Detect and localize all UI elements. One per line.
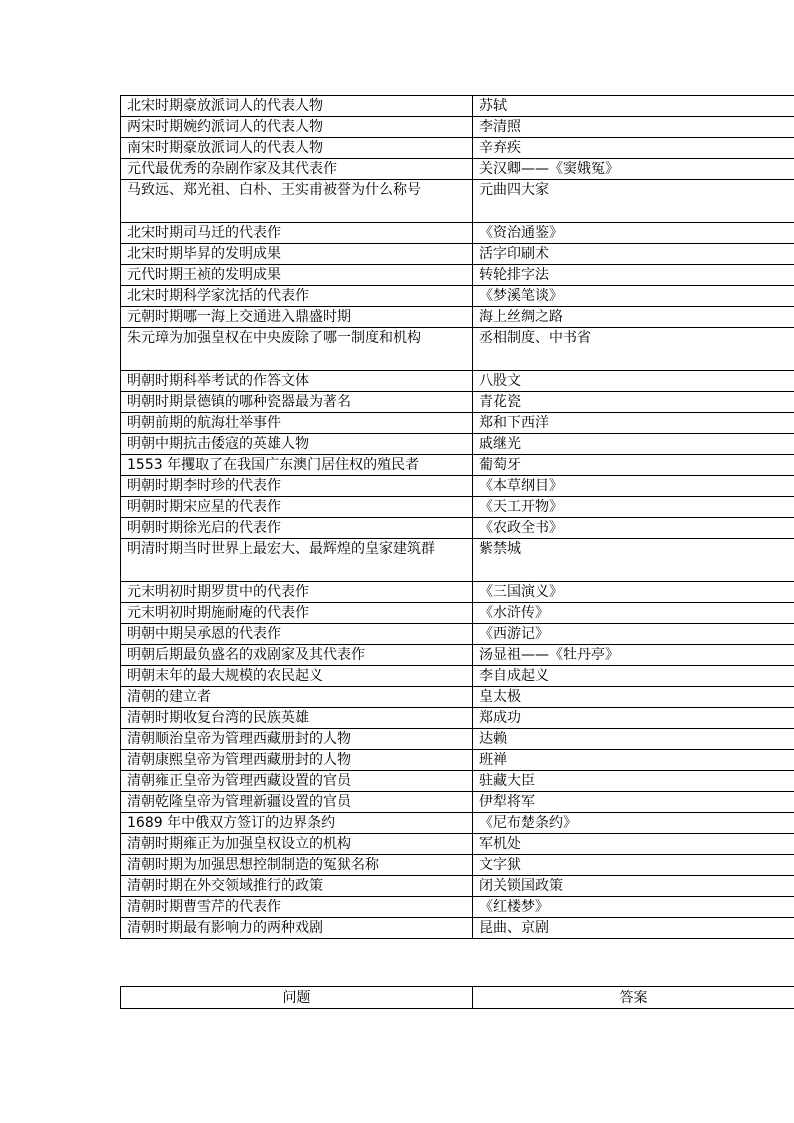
table-row (121, 666, 794, 687)
answer-cell: 紫禁城 (473, 539, 794, 582)
answer-cell: 皇太极 (473, 687, 794, 708)
answer-cell: 汤显祖——《牡丹亭》 (473, 645, 794, 666)
answer-cell: 达赖 (473, 729, 794, 750)
answer-cell: 驻藏大臣 (473, 771, 794, 792)
qa-header-table (120, 986, 794, 1009)
table-row (121, 159, 794, 180)
table-row (121, 138, 794, 159)
question-cell: 明朝时期徐光启的代表作 (121, 518, 473, 539)
table-row (121, 455, 794, 476)
table-row (121, 582, 794, 603)
table-row (121, 855, 794, 876)
answer-cell: 闭关锁国政策 (473, 876, 794, 897)
table-row (121, 307, 794, 328)
question-column-header: 问题 (121, 987, 473, 1009)
table-row (121, 518, 794, 539)
table-row (121, 645, 794, 666)
question-cell: 北宋时期毕昇的发明成果 (121, 244, 473, 265)
question-cell: 南宋时期豪放派词人的代表人物 (121, 138, 473, 159)
table-row (121, 834, 794, 855)
answer-cell: 《资治通鉴》 (473, 223, 794, 244)
table-row (121, 371, 794, 392)
question-cell: 1553 年攫取了在我国广东澳门居住权的殖民者 (121, 455, 473, 476)
question-cell: 清朝时期曹雪芹的代表作 (121, 897, 473, 918)
question-cell: 元朝时期哪一海上交通进入鼎盛时期 (121, 307, 473, 328)
answer-cell: 《三国演义》 (473, 582, 794, 603)
question-cell: 清朝顺治皇帝为管理西藏册封的人物 (121, 729, 473, 750)
question-cell: 清朝时期收复台湾的民族英雄 (121, 708, 473, 729)
answer-cell: 《红楼梦》 (473, 897, 794, 918)
table-row (121, 476, 794, 497)
table-row (121, 244, 794, 265)
table-row (121, 918, 794, 939)
question-cell: 明清时期当时世界上最宏大、最辉煌的皇家建筑群 (121, 539, 473, 582)
question-cell: 元末明初时期施耐庵的代表作 (121, 603, 473, 624)
table-row (121, 328, 794, 371)
answer-cell: 《本草纲目》 (473, 476, 794, 497)
question-cell: 明朝前期的航海壮举事件 (121, 413, 473, 434)
table-row (121, 603, 794, 624)
answer-cell: 伊犁将军 (473, 792, 794, 813)
table-row (121, 265, 794, 286)
answer-cell: 海上丝绸之路 (473, 307, 794, 328)
answer-cell: 戚继光 (473, 434, 794, 455)
question-cell: 北宋时期司马迁的代表作 (121, 223, 473, 244)
answer-cell: 《天工开物》 (473, 497, 794, 518)
answer-cell: 《农政全书》 (473, 518, 794, 539)
question-cell: 元代最优秀的杂剧作家及其代表作 (121, 159, 473, 180)
table-row (121, 771, 794, 792)
question-cell: 朱元璋为加强皇权在中央废除了哪一制度和机构 (121, 328, 473, 371)
table-row (121, 687, 794, 708)
table-row (121, 96, 794, 117)
question-cell: 明朝时期科举考试的作答文体 (121, 371, 473, 392)
answer-cell: 丞相制度、中书省 (473, 328, 794, 371)
question-cell: 明朝后期最负盛名的戏剧家及其代表作 (121, 645, 473, 666)
table-row (121, 792, 794, 813)
answer-cell: 文字狱 (473, 855, 794, 876)
question-cell: 两宋时期婉约派词人的代表人物 (121, 117, 473, 138)
question-cell: 元末明初时期罗贯中的代表作 (121, 582, 473, 603)
answer-cell: 李清照 (473, 117, 794, 138)
answer-cell: 苏轼 (473, 96, 794, 117)
question-cell: 清朝时期在外交领域推行的政策 (121, 876, 473, 897)
question-cell: 1689 年中俄双方签订的边界条约 (121, 813, 473, 834)
answer-cell: 《尼布楚条约》 (473, 813, 794, 834)
table-row (121, 897, 794, 918)
question-cell: 明朝末年的最大规模的农民起义 (121, 666, 473, 687)
answer-cell: 《水浒传》 (473, 603, 794, 624)
question-cell: 清朝时期雍正为加强皇权设立的机构 (121, 834, 473, 855)
answer-cell: 关汉卿——《窦娥冤》 (473, 159, 794, 180)
question-cell: 清朝时期为加强思想控制制造的冤狱名称 (121, 855, 473, 876)
question-cell: 清朝的建立者 (121, 687, 473, 708)
question-cell: 明朝时期景德镇的哪种瓷器最为著名 (121, 392, 473, 413)
answer-cell: 元曲四大家 (473, 180, 794, 223)
answer-cell: 班禅 (473, 750, 794, 771)
table-row (121, 286, 794, 307)
question-cell: 马致远、郑光祖、白朴、王实甫被誉为什么称号 (121, 180, 473, 223)
answer-cell: 李自成起义 (473, 666, 794, 687)
answer-cell: 郑成功 (473, 708, 794, 729)
table-row (121, 813, 794, 834)
table-row (121, 392, 794, 413)
question-cell: 北宋时期豪放派词人的代表人物 (121, 96, 473, 117)
table-row (121, 117, 794, 138)
question-cell: 明朝中期抗击倭寇的英雄人物 (121, 434, 473, 455)
question-cell: 北宋时期科学家沈括的代表作 (121, 286, 473, 307)
answer-cell: 八股文 (473, 371, 794, 392)
question-cell: 明朝中期吴承恩的代表作 (121, 624, 473, 645)
answer-cell: 青花瓷 (473, 392, 794, 413)
qa-table (120, 95, 794, 939)
qa-table-body (121, 96, 794, 939)
table-row (121, 497, 794, 518)
question-cell: 清朝乾隆皇帝为管理新疆设置的官员 (121, 792, 473, 813)
table-row (121, 539, 794, 582)
question-cell: 明朝时期李时珍的代表作 (121, 476, 473, 497)
table-row (121, 624, 794, 645)
answer-cell: 昆曲、京剧 (473, 918, 794, 939)
table-row (121, 876, 794, 897)
question-cell: 清朝时期最有影响力的两种戏剧 (121, 918, 473, 939)
answer-cell: 转轮排字法 (473, 265, 794, 286)
answer-column-header: 答案 (473, 987, 794, 1009)
question-cell: 明朝时期宋应星的代表作 (121, 497, 473, 518)
table-row (121, 413, 794, 434)
header-row (121, 987, 794, 1009)
table-row (121, 434, 794, 455)
answer-cell: 辛弃疾 (473, 138, 794, 159)
answer-cell: 《西游记》 (473, 624, 794, 645)
answer-cell: 军机处 (473, 834, 794, 855)
table-row (121, 729, 794, 750)
question-cell: 清朝雍正皇帝为管理西藏设置的官员 (121, 771, 473, 792)
question-cell: 元代时期王祯的发明成果 (121, 265, 473, 286)
answer-cell: 活字印刷术 (473, 244, 794, 265)
answer-cell: 《梦溪笔谈》 (473, 286, 794, 307)
question-cell: 清朝康熙皇帝为管理西藏册封的人物 (121, 750, 473, 771)
table-row (121, 750, 794, 771)
answer-cell: 郑和下西洋 (473, 413, 794, 434)
answer-cell: 葡萄牙 (473, 455, 794, 476)
table-row (121, 708, 794, 729)
table-row (121, 180, 794, 223)
table-row (121, 223, 794, 244)
